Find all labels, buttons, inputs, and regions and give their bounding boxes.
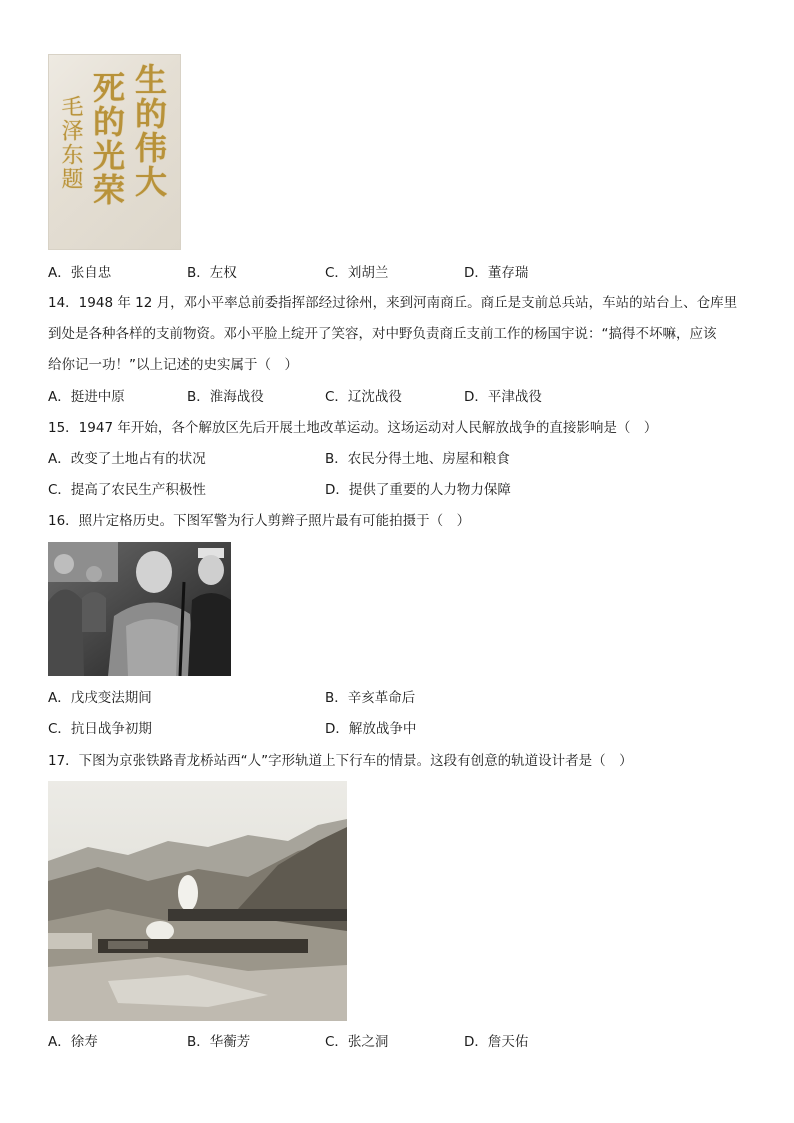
q14-option-d[interactable]: D．平津战役 [464,389,542,405]
q17-option-b[interactable]: B．华蘅芳 [187,1034,251,1050]
calligraphy-column-2: 死的光荣 [88,71,126,207]
q16-option-a[interactable]: A．戊戌变法期间 [48,690,152,706]
q14-option-b[interactable]: B．淮海战役 [187,389,264,405]
queue-cutting-photo [48,542,231,676]
calligraphy-signature: 毛泽东题 [58,95,83,191]
q14-option-a[interactable]: A．挺进中原 [48,389,125,405]
q16-option-c[interactable]: C．抗日战争初期 [48,721,152,737]
q17-option-c[interactable]: C．张之洞 [325,1034,389,1050]
q14-stem-line-2: 到处是各种各样的支前物资。邓小平脸上绽开了笑容，对中野负责商丘支前工作的杨国宇说：“搞得不坏嘛，应该 [48,326,717,342]
q16-option-d[interactable]: D．解放战争中 [325,721,417,737]
q13-option-a[interactable]: A．张自忠 [48,265,112,281]
q17-stem: 17．下图为京张铁路青龙桥站西“人”字形轨道上下行车的情景。这段有创意的轨道设计者是（ ） [48,753,633,769]
q16-stem: 16．照片定格历史。下图军警为行人剪辫子照片最有可能拍摄于（ ） [48,513,471,529]
q15-option-c[interactable]: C．提高了农民生产积极性 [48,482,206,498]
q15-option-b[interactable]: B．农民分得土地、房屋和粮食 [325,451,510,467]
q13-option-c[interactable]: C．刘胡兰 [325,265,389,281]
q17-option-d[interactable]: D．詹天佑 [464,1034,529,1050]
railway-photo [48,781,347,1021]
q15-stem: 15．1947 年开始，各个解放区先后开展土地改革运动。这场运动对人民解放战争的直接影响是（ ） [48,420,658,436]
q17-option-a[interactable]: A．徐寿 [48,1034,98,1050]
q15-option-d[interactable]: D．提供了重要的人力物力保障 [325,482,511,498]
calligraphy-image [48,54,181,250]
q14-stem-line-3: 给你记一功！”以上记述的史实属于（ ） [48,357,298,373]
calligraphy-column-1: 生的伟大 [130,63,168,199]
q13-option-b[interactable]: B．左权 [187,265,237,281]
q14-stem-line-1: 14．1948 年 12 月，邓小平率总前委指挥部经过徐州，来到河南商丘。商丘是支前总兵站，车站的站台上、仓库里 [48,295,738,311]
q15-option-a[interactable]: A．改变了土地占有的状况 [48,451,206,467]
q13-option-d[interactable]: D．董存瑞 [464,265,529,281]
q14-option-c[interactable]: C．辽沈战役 [325,389,402,405]
q16-option-b[interactable]: B．辛亥革命后 [325,690,416,706]
